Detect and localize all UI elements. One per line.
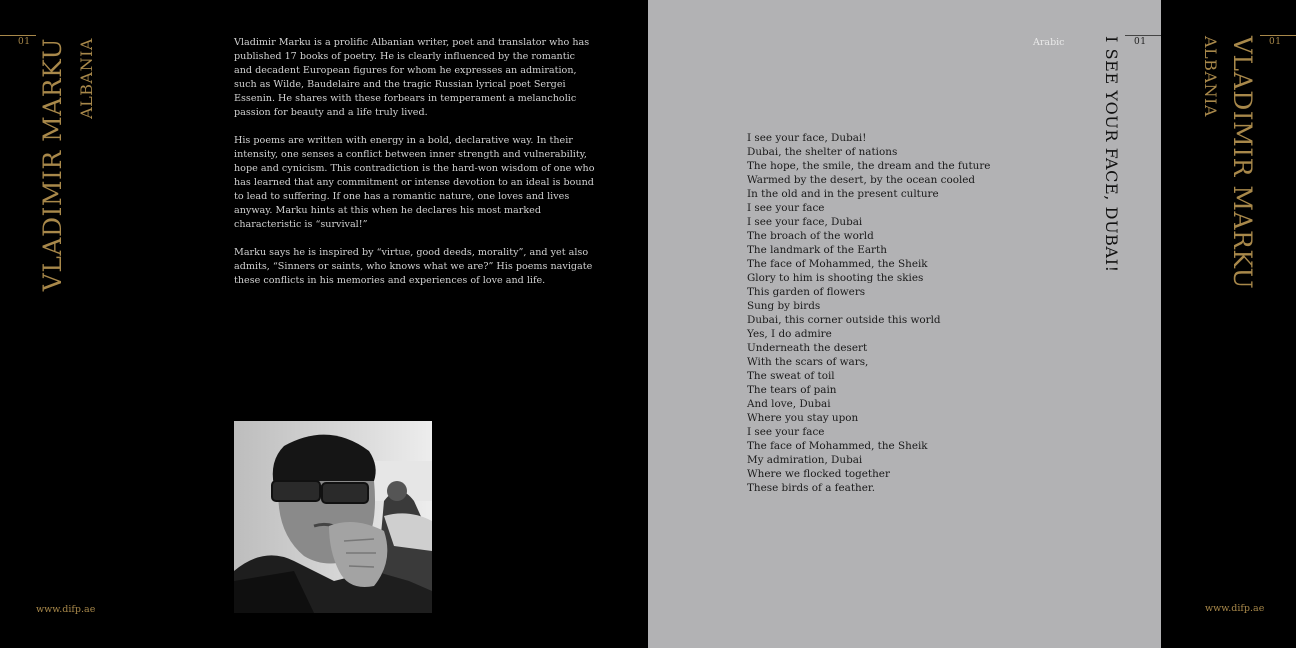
language-label: Arabic [1033,37,1065,48]
poem-title-vertical: I SEE YOUR FACE, DUBAI! [1102,36,1121,273]
poem-line: The landmark of the Earth [747,244,887,256]
poem-line: I see your face, Dubai [747,216,863,228]
poem-body [747,131,990,495]
poem-line: I see your face [747,202,825,214]
country-vertical-right: ALBANIA [1201,36,1220,117]
poem-line: Dubai, this corner outside this world [747,314,941,326]
poem-line: Yes, I do admire [747,328,832,340]
poem-line: Glory to him is shooting the skies [747,272,924,284]
poem-line: This garden of flowers [747,286,866,298]
website-link-left[interactable]: www.difp.ae [36,604,96,615]
country-vertical: ALBANIA [77,38,96,119]
website-link-right[interactable]: www.difp.ae [1205,603,1265,614]
poem-line: The tears of pain [747,384,837,396]
author-bio [234,36,596,302]
poem-line: The face of Mohammed, the Sheik [747,258,928,270]
header-rule-gray [1125,35,1161,36]
header-rule-right [1260,35,1296,36]
header-rule-left [0,35,36,36]
poem-line: These birds of a feather. [747,482,876,494]
bio-paragraph: Marku says he is inspired by “virtue, good deeds, morality”, and yet also admits, “Sinners or saints, who knows what we are?” His poems navigate these conflicts in his memories and experiences of love and life. [234,247,593,286]
page-number-gray: 01 [1134,37,1147,47]
poem-line: Dubai, the shelter of nations [747,146,898,158]
poem-line: With the scars of wars, [747,356,869,368]
page-number-left: 01 [18,37,31,47]
poem-line: The face of Mohammed, the Sheik [747,440,928,452]
poem-line: The hope, the smile, the dream and the future [747,160,991,172]
page-number-right: 01 [1269,37,1282,47]
author-name-vertical: VLADIMIR MARKU [38,38,67,292]
poem-line: I see your face [747,426,825,438]
poem-line: The broach of the world [747,230,874,242]
poem-line: And love, Dubai [747,398,831,410]
poem-line: The sweat of toil [747,370,835,382]
bio-paragraph: Vladimir Marku is a prolific Albanian writer, poet and translator who has published 17 books of poetry. He is clearly influenced by the romantic and decadent European figures for whom he expresses an admiration, such as Wilde, Baudelaire and the tragic Russian lyrical poet Sergei Essenin. He shares with these forbears in temperament a melancholic passion for beauty and a life truly lived. [234,37,590,118]
author-name-vertical-right: VLADIMIR MARKU [1228,36,1257,290]
author-photo [234,421,432,613]
poem-line: Where we flocked together [747,468,890,480]
bio-paragraph: His poems are written with energy in a bold, declarative way. In their intensity, one senses a conflict between inner strength and vulnerability, hope and cynicism. This contradiction is the hard-won wisdom of one who has learned that any commitment or intense devotion to an ideal is bound to lead to suffering. If one has a romantic nature, one loves and lives anyway. Marku hints at this when he declares his most marked characteristic is “survival!” [234,135,595,230]
poem-line: Sung by birds [747,300,821,312]
poem-line: Underneath the desert [747,342,868,354]
poem-line: Where you stay upon [747,412,859,424]
poem-line: My admiration, Dubai [747,454,863,466]
poem-line: I see your face, Dubai! [747,132,867,144]
poem-line: Warmed by the desert, by the ocean cooled [747,174,976,186]
poem-line: In the old and in the present culture [747,188,939,200]
